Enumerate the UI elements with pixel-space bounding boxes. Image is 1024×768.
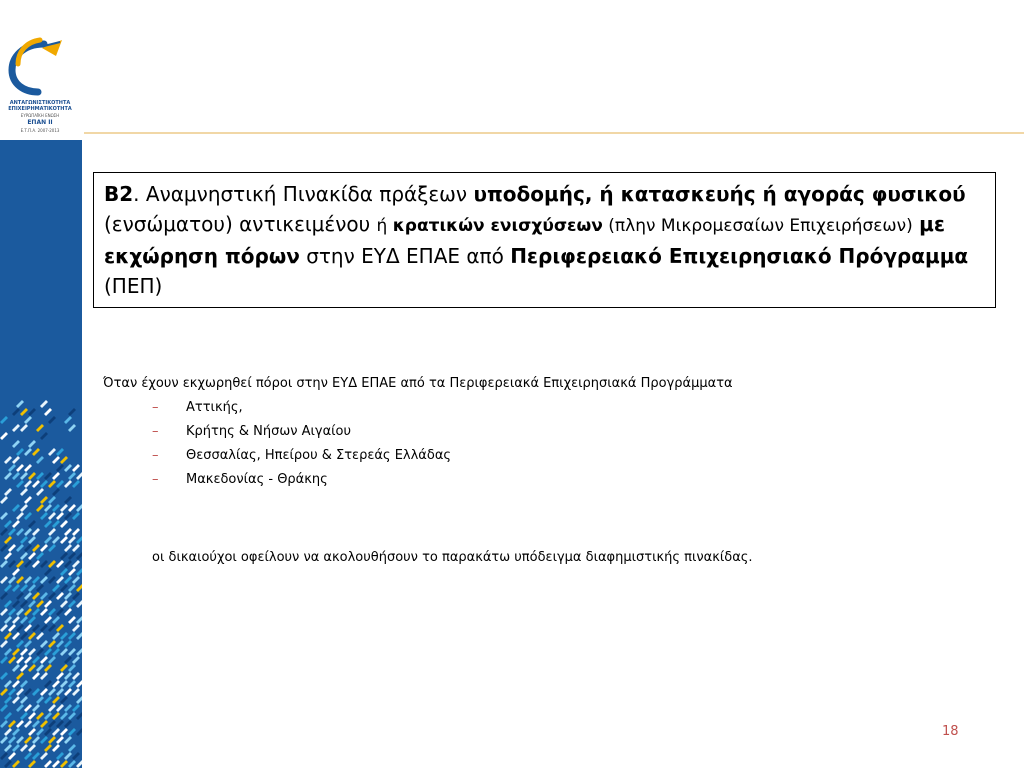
list-item: [152, 398, 451, 422]
list-item: [152, 470, 451, 494]
left-decorative-sidebar: [0, 0, 82, 768]
epan-logo: [4, 34, 74, 138]
bullet-dash: –: [152, 400, 159, 415]
region-label: Κρήτης & Νήσων Αιγαίου: [186, 424, 352, 439]
title-text: (ΠΕΠ): [104, 274, 163, 298]
intro-paragraph: Όταν έχουν εκχωρηθεί πόροι στην ΕΥΔ ΕΠΑΕ από τα Περιφερειακά Επιχειρησιακά Προγράμματα: [103, 376, 733, 391]
bullet-dash: –: [152, 472, 159, 487]
title-box: [93, 172, 996, 308]
logo-arc-icon: [4, 34, 74, 98]
regions-list: [152, 398, 451, 494]
bullet-dash: –: [152, 424, 159, 439]
header-rule: [84, 132, 1024, 134]
title-code: Β2: [104, 182, 134, 206]
list-item: [152, 422, 451, 446]
title-text: στην ΕΥΔ ΕΠΑΕ από: [299, 244, 511, 268]
region-label: Μακεδονίας - Θράκης: [186, 472, 328, 487]
title-text: ή: [376, 216, 393, 236]
title-emphasis-2: κρατικών ενισχύσεων: [392, 216, 603, 236]
region-label: Θεσσαλίας, Ηπείρου & Στερεάς Ελλάδας: [186, 448, 452, 463]
title-emphasis-4: Περιφερειακό Επιχειρησιακό Πρόγραμμα: [510, 244, 969, 268]
logo-text-line2: ΕΠΙΧΕΙΡΗΜΑΤΙΚΟΤΗΤΑ: [8, 106, 72, 112]
title-text: (ενσώματου) αντικειμένου: [104, 212, 377, 236]
title-emphasis-3: με εκχώρηση πόρων: [104, 212, 946, 268]
logo-text-line1: ΑΝΤΑΓΩΝΙΣΤΙΚΟΤΗΤΑ: [9, 100, 71, 106]
bullet-dash: –: [152, 448, 159, 463]
logo-text-line5: Ε.Τ.Π.Α. 2007-2013: [20, 128, 60, 133]
closing-paragraph: οι δικαιούχοι οφείλουν να ακολουθήσουν το παρακάτω υπόδειγμα διαφημιστικής πινακίδας.: [152, 550, 753, 565]
list-item: [152, 446, 451, 470]
logo-text-line4: ΕΠΑΝ II: [27, 119, 53, 126]
region-label: Αττικής,: [186, 400, 243, 415]
mosaic-pattern-graphic: [0, 400, 82, 768]
title-text: (πλην Μικρομεσαίων Επιχειρήσεων): [602, 216, 913, 236]
logo-text-line3: ΕΥΡΩΠΑΪΚΗ ΕΝΩΣΗ: [20, 113, 60, 118]
page-number: 18: [942, 724, 959, 739]
title-text: . Αναμνηστική Πινακίδα πράξεων: [133, 182, 474, 206]
title-emphasis-1: υποδομής, ή κατασκευής ή αγοράς φυσικού: [473, 182, 966, 206]
